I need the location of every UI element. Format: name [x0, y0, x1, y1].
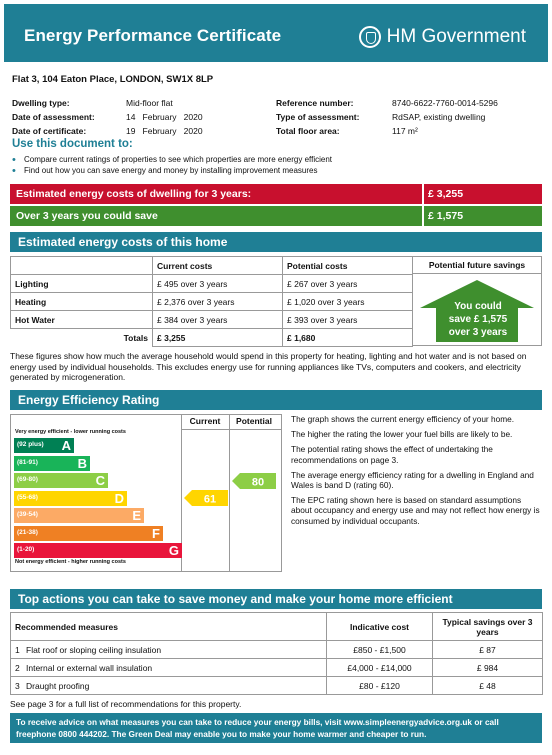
estimated-cost-bar — [10, 184, 542, 204]
savings-value: £ 1,575 — [428, 210, 464, 222]
rating-section-heading: Energy Efficiency Rating — [10, 390, 542, 410]
costs-explanation: These figures show how much the average household would spend in this property for heating, lighting and hot water and is not based on energy used by individual households. This excludes energy use for running appliances like TVs, computers and cookers, and electricity generated by microgeneration. — [10, 351, 527, 382]
details-right — [276, 96, 498, 138]
estimated-cost-value: £ 3,255 — [428, 188, 464, 200]
header-banner — [4, 4, 548, 62]
col-potential-rating: Potential — [236, 416, 272, 426]
col-indicative-cost: Indicative cost — [327, 613, 433, 641]
assessment-date-value: 14 February 2020 — [126, 112, 203, 122]
current-rating-value: 61 — [203, 493, 217, 506]
inefficient-note: Not energy efficient - higher running costs — [15, 559, 126, 565]
rating-band-g — [14, 543, 182, 558]
efficiency-rating-chart — [10, 414, 282, 572]
hm-government-logo — [359, 26, 526, 48]
certificate-date-label: Date of certificate: — [12, 126, 87, 136]
estimated-cost-label: Estimated energy costs of dwelling for 3 years: — [16, 188, 252, 200]
certificate-date-value: 19 February 2020 — [126, 126, 203, 136]
royal-crest-icon — [359, 26, 381, 48]
use-document-list — [12, 155, 332, 176]
table-row: 1 Flat roof or sloping ceiling insulation £850 - £1,500 £ 87 — [11, 641, 543, 659]
current-rating-pointer — [184, 490, 228, 506]
see-page-note: See page 3 for a full list of recommendations for this property. — [10, 699, 242, 709]
efficient-note: Very energy efficient - lower running costs — [15, 429, 126, 435]
reference-value: 8740-6622-7760-0014-5296 — [392, 98, 498, 108]
assessment-type-value: RdSAP, existing dwelling — [392, 112, 486, 122]
band-range: (55-68) — [17, 493, 38, 501]
band-letter: D — [114, 490, 124, 506]
col-potential-costs: Potential costs — [283, 257, 413, 275]
band-letter: F — [152, 525, 160, 541]
col-current-costs: Current costs — [153, 257, 283, 275]
band-range: (81-91) — [17, 458, 38, 466]
table-row: 2 Internal or external wall insulation £4,000 - £14,000 £ 984 — [11, 659, 543, 677]
band-range: (1-20) — [17, 546, 35, 553]
advice-footer: To receive advice on what measures you can take to reduce your energy bills, visit www.simpleenergyadvice.org.uk or call freephone 0800 444202. The Green Deal may enable you to make your home warmer and cheaper to run. — [10, 713, 542, 743]
rating-band-f — [14, 526, 163, 541]
property-address: Flat 3, 104 Eaton Place, LONDON, SW1X 8LP — [12, 74, 214, 85]
col-typical-savings: Typical savings over 3 years — [433, 613, 543, 641]
band-letter: A — [61, 438, 71, 453]
rating-explanation: The graph shows the current energy efficiency of your home. The higher the rating the lower your fuel bills are likely to be. The potential rating shows the effect of undertaking the recommendations on page 3. The average energy efficiency rating for a dwelling in England and Wales is band D (rating 60). The EPC rating shown here is based on standard assumptions about occupancy and energy use and may not reflect how energy is consumed by individual occupants. — [291, 414, 540, 526]
dwelling-type-value: Mid-floor flat — [126, 98, 173, 108]
savings-bar — [10, 206, 542, 226]
reference-label: Reference number: — [276, 98, 354, 108]
totals-row: Totals £ 3,255 £ 1,680 — [11, 329, 413, 347]
band-range: (92 plus) — [17, 441, 44, 448]
dwelling-type-label: Dwelling type: — [12, 98, 70, 108]
band-letter: B — [77, 455, 87, 471]
rating-band-b — [14, 456, 90, 471]
table-row: Lighting £ 495 over 3 years £ 267 over 3 years — [11, 275, 413, 293]
rating-band-c — [14, 473, 108, 488]
page-title: Energy Performance Certificate — [24, 26, 282, 45]
future-savings-text: You could save £ 1,575 over 3 years — [448, 301, 508, 338]
table-row: Hot Water £ 384 over 3 years £ 393 over 3 years — [11, 311, 413, 329]
list-item: • Find out how you can save energy and money by installing improvement measures — [12, 166, 332, 177]
savings-label: Over 3 years you could save — [16, 210, 158, 222]
top-actions-heading: Top actions you can take to save money and make your home more efficient — [10, 589, 542, 609]
col-current-rating: Current — [189, 416, 221, 426]
potential-rating-value: 80 — [251, 476, 265, 488]
details-left — [12, 96, 203, 138]
rating-band-e — [14, 508, 144, 523]
band-range: (39-54) — [17, 511, 38, 518]
table-header-blank — [11, 257, 153, 275]
rating-band-d — [14, 491, 127, 506]
potential-rating-pointer — [232, 473, 276, 489]
floor-area-value: 117 m² — [392, 126, 418, 136]
costs-section-heading: Estimated energy costs of this home — [10, 232, 542, 252]
rating-band-a — [14, 438, 74, 453]
band-letter: G — [168, 543, 179, 558]
assessment-type-label: Type of assessment: — [276, 112, 360, 122]
hm-government-label: HM Government — [386, 26, 526, 47]
recommendations-table — [10, 612, 543, 695]
costs-table — [10, 256, 413, 347]
col-future-savings: Potential future savings — [412, 256, 542, 274]
band-range: (21-38) — [17, 528, 38, 536]
assessment-date-label: Date of assessment: — [12, 112, 95, 122]
list-item: • Compare current ratings of properties to see which properties are more energy efficient — [12, 155, 332, 166]
floor-area-label: Total floor area: — [276, 126, 340, 136]
table-row: 3 Draught proofing £80 - £120 £ 48 — [11, 677, 543, 695]
table-row: Heating £ 2,376 over 3 years £ 1,020 over 3 years — [11, 293, 413, 311]
band-letter: E — [132, 508, 141, 523]
band-letter: C — [95, 473, 105, 488]
use-document-heading: Use this document to: — [12, 138, 133, 150]
band-range: (69-80) — [17, 476, 38, 483]
col-recommended-measures: Recommended measures — [11, 613, 327, 641]
